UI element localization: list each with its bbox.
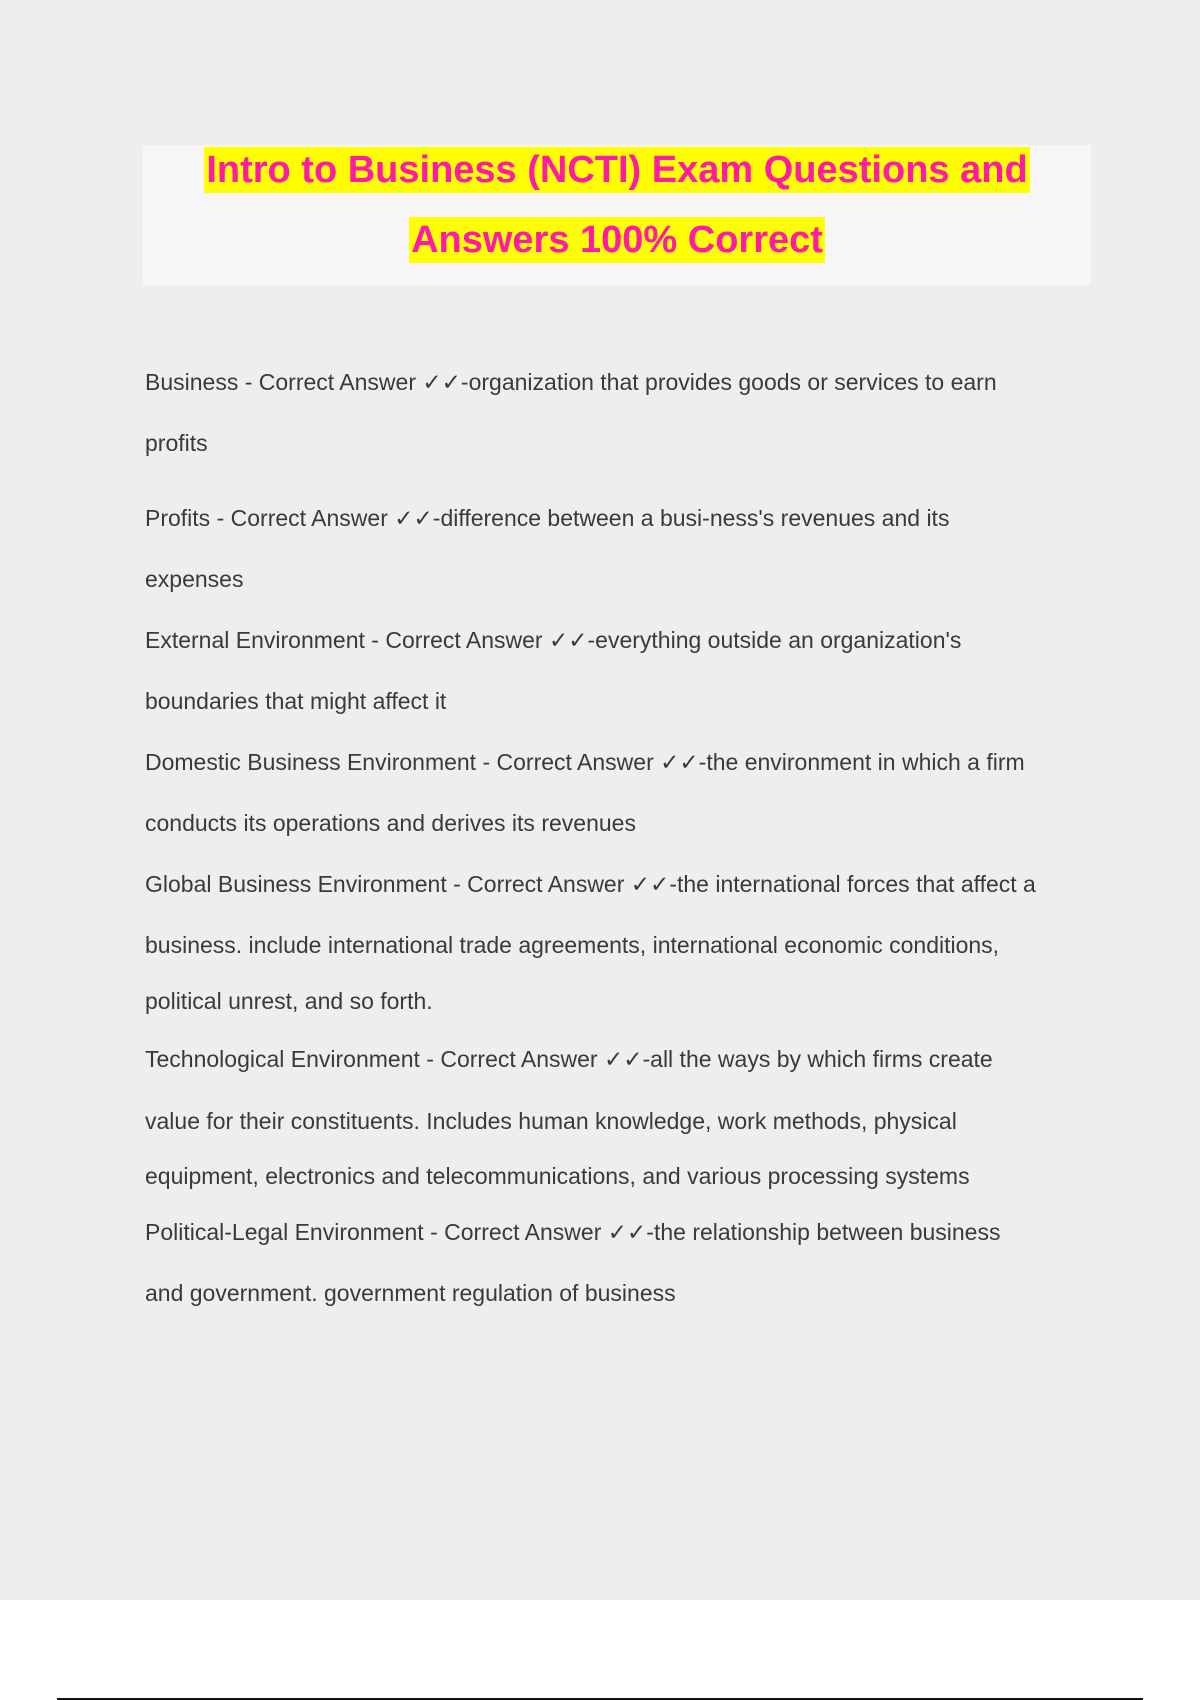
title-block bbox=[143, 145, 1091, 285]
page-title-line-2: Answers 100% Correct bbox=[411, 219, 823, 261]
qa-line: Profits - Correct Answer ✓✓-difference between a busi-ness's revenues and its bbox=[145, 505, 950, 531]
answer-marker: Correct Answer ✓✓- bbox=[440, 1046, 651, 1072]
qa-definition: conducts its operations and derives its revenues bbox=[145, 810, 636, 836]
qa-list bbox=[145, 352, 1095, 1324]
qa-definition: business. include international trade agreements, international economic conditions, bbox=[145, 932, 1000, 958]
qa-definition: all the ways by which firms create bbox=[650, 1046, 993, 1072]
answer-marker: Correct Answer ✓✓- bbox=[467, 871, 677, 897]
qa-line bbox=[145, 671, 1095, 732]
qa-line: Political-Legal Environment - Correct Answer ✓✓-the relationship between business bbox=[145, 1219, 1001, 1245]
answer-marker: Correct Answer ✓✓- bbox=[496, 749, 707, 775]
qa-definition: organization that provides goods or services to earn bbox=[468, 369, 997, 395]
qa-line bbox=[145, 1092, 1095, 1150]
page-title-line-1: Intro to Business (NCTI) Exam Questions and bbox=[206, 149, 1028, 191]
qa-definition: expenses bbox=[145, 566, 244, 592]
qa-definition: political unrest, and so forth. bbox=[145, 988, 433, 1014]
qa-line bbox=[145, 1150, 1095, 1202]
qa-line bbox=[145, 976, 1095, 1026]
qa-line: Business - Correct Answer ✓✓-organization that provides goods or services to earn bbox=[145, 369, 997, 395]
qa-term: Domestic Business Environment bbox=[145, 749, 477, 775]
answer-marker: Correct Answer ✓✓- bbox=[385, 627, 596, 653]
qa-line bbox=[145, 915, 1095, 976]
qa-definition: and government. government regulation of business bbox=[145, 1280, 676, 1306]
answer-marker: Correct Answer ✓✓- bbox=[444, 1219, 654, 1245]
qa-term: Global Business Environment bbox=[145, 871, 447, 897]
answer-marker: Correct Answer ✓✓- bbox=[258, 369, 469, 395]
qa-term: Political-Legal Environment bbox=[145, 1219, 424, 1245]
qa-definition: everything outside an organization's bbox=[595, 627, 962, 653]
qa-definition: the environment in which a firm bbox=[706, 749, 1025, 775]
qa-line: Domestic Business Environment - Correct Answer ✓✓-the environment in which a firm bbox=[145, 749, 1025, 775]
qa-term: Technological Environment bbox=[145, 1046, 420, 1072]
qa-line: Technological Environment - Correct Answer ✓✓-all the ways by which firms create bbox=[145, 1046, 993, 1072]
answer-marker: Correct Answer ✓✓- bbox=[230, 505, 441, 531]
qa-term: External Environment bbox=[145, 627, 365, 653]
qa-line bbox=[145, 1263, 1095, 1324]
qa-definition: value for their constituents. Includes human knowledge, work methods, physical bbox=[145, 1108, 957, 1134]
qa-definition: equipment, electronics and telecommunications, and various processing systems bbox=[145, 1163, 970, 1189]
qa-line bbox=[145, 549, 1095, 610]
qa-line bbox=[145, 413, 1095, 474]
qa-definition: the relationship between business bbox=[653, 1219, 1001, 1245]
qa-line bbox=[145, 793, 1095, 854]
qa-line: External Environment - Correct Answer ✓✓-everything outside an organization's bbox=[145, 627, 962, 653]
qa-line: Global Business Environment - Correct Answer ✓✓-the international forces that affect a bbox=[145, 871, 1036, 897]
qa-definition: boundaries that might affect it bbox=[145, 688, 447, 714]
qa-term: Profits bbox=[145, 505, 211, 531]
qa-definition: profits bbox=[145, 430, 208, 456]
qa-definition: the international forces that affect a bbox=[676, 871, 1036, 897]
qa-definition: difference between a busi-ness's revenues and its bbox=[440, 505, 950, 531]
qa-term: Business bbox=[145, 369, 239, 395]
